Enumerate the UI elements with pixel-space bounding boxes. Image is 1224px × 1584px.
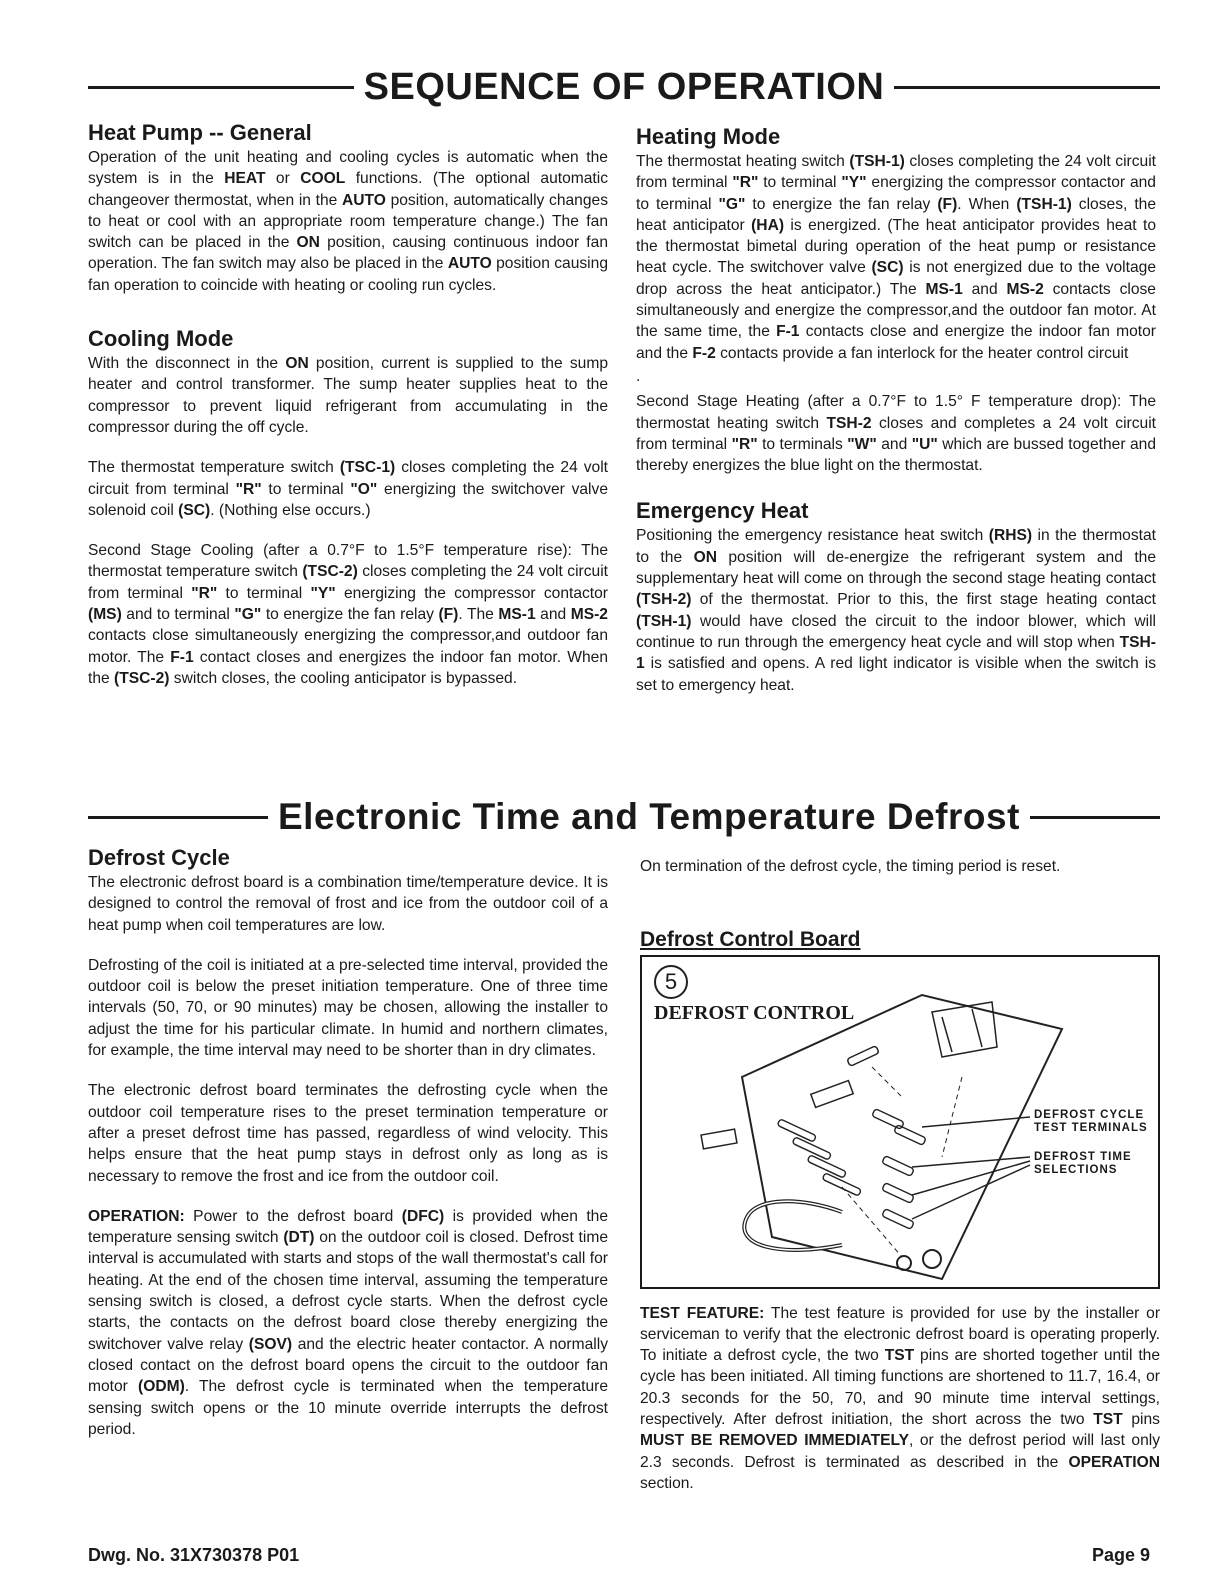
callout-time-selections: DEFROST TIME SELECTIONS <box>1034 1150 1132 1176</box>
drawing-number: Dwg. No. 31X730378 P01 <box>88 1545 300 1565</box>
circuit-board-outline <box>742 995 1062 1279</box>
defrost-cycle-paragraph-2: Defrosting of the coil is initiated at a pre-selected time interval, provided the outdoor coil is below the preset initiation temperature. One of three time intervals (50, 70, or 90 minutes) may be chosen, allowing the installer to adjust the time for his particular climate. In humid and northern climates, for example, the time interval may need to be shorter than in dry climates. <box>88 956 608 1060</box>
heading-rule-left <box>88 816 268 819</box>
left-column-defrost <box>88 845 608 1459</box>
resistor-array <box>777 1118 861 1195</box>
cooling-mode-paragraph-3: Second Stage Cooling (after a 0.7°F to 1.5°F temperature rise): The thermostat temperature switch (TSC-2) closes completing the 24 volt circuit from terminal "R" to terminal "Y" energizing the compressor contactor (MS) and to terminal "G" to energize the fan relay (F). The MS-1 and MS-2 contacts close simultaneously energizing the compressor,and outdoor fan motor. The F-1 contact closes and energizes the indoor fan motor. When the (TSC-2) switch closes, the cooling anticipator is bypassed. <box>88 542 608 687</box>
defrost-cycle-heading: Defrost Cycle <box>88 845 230 870</box>
defrost-cycle-paragraph-3: The electronic defrost board terminates the defrosting cycle when the outdoor coil temperature rises to the preset termination temperature or after a preset defrost time has passed, regardless of wind velocity. This helps ensure that the heat pump stays in defrost only as long as is necessary to remove the frost and ice from the outdoor coil. <box>88 1082 608 1185</box>
figure-number: 5 <box>654 965 688 999</box>
cooling-mode-heading: Cooling Mode <box>88 326 234 352</box>
component-relay <box>847 1045 879 1066</box>
cooling-mode-paragraph-1: With the disconnect in the ON position, current is supplied to the sump heater and control transformer. The sump heater supplies heat to the compressor to prevent liquid refrigerant from accumulating in the compressor during the off cycle. <box>88 355 608 436</box>
emergency-heat-paragraph: Positioning the emergency resistance heat switch (RHS) in the thermostat to the ON position will de-energize the refrigerant system and the supplementary heat will come on through the second stage heating contact (TSH-2) of the thermostat. Prior to this, the first stage heating contact (TSH-1) would have closed the circuit to the indoor blower, which will continue to run through the emergency heat cycle and will stop when TSH-1 is satisfied and opens. A red light indicator is visible when the switch is set to emergency heat. <box>636 527 1156 694</box>
defrost-control-board-heading: Defrost Control Board <box>640 928 861 952</box>
page-number: Page 9 <box>1092 1545 1151 1565</box>
left-column-operation <box>88 120 608 708</box>
heat-pump-general-heading: Heat Pump -- General <box>88 120 312 145</box>
heading-rule-right <box>1030 816 1160 819</box>
defrost-section-heading <box>88 796 1160 838</box>
section-title: Electronic Time and Temperature Defrost <box>278 796 1020 837</box>
callout-test-terminals: DEFROST CYCLE TEST TERMINALS <box>1034 1108 1148 1134</box>
heating-mode-paragraph-1: The thermostat heating switch (TSH-1) closes completing the 24 volt circuit from terminal "R" to terminal "Y" energizing the compressor contactor and to terminal "G" to energize the fan relay (F). When (TSH-1) closes, the heat anticipator (HA) is energized. (The heat anticipator provides heat to the thermostat bimetal during operation of the heat pump or resistance heat cycle. The switchover valve (SC) is not energized due to the voltage drop across the heat anticipator.) The MS-1 and MS-2 contacts close simultaneously and energize the compressor,and the outdoor fan motor. At the same time, the F-1 contacts close and energize the indoor fan motor and the F-2 contacts provide a fan interlock for the heater control circuit <box>636 153 1156 362</box>
mounting-hole <box>897 1256 911 1270</box>
callout-leader-time-c <box>912 1165 1030 1219</box>
right-column-operation <box>636 124 1156 715</box>
heading-rule-right <box>894 86 1160 89</box>
operation-paragraph: OPERATION: Power to the defrost board (DFC) is provided when the temperature sensing switch (DT) on the outdoor coil is closed. Defrost time interval is accumulated with starts and stops of the wall thermostat's call for heating. At the end of the chosen time interval, assuming the temperature sensing switch is closed, a defrost cycle starts. When the defrost cycle starts, the contacts on the defrost board close thereby energizing the switchover valve relay (SOV) and the electric heater contactor. A normally closed contact on the defrost board opens the circuit to the outdoor fan motor (ODM). The defrost cycle is terminated when the temperature sensing switch opens or the 10 minute override interrupts the defrost period. <box>88 1207 608 1438</box>
cooling-mode-paragraph-2: The thermostat temperature switch (TSC-1) closes completing the 24 volt circuit from terminal "R" to terminal "O" energizing the switchover valve solenoid coil (SC). (Nothing else occurs.) <box>88 459 608 519</box>
figure-title: DEFROST CONTROL <box>654 1001 855 1024</box>
heading-rule-left <box>88 86 354 89</box>
emergency-heat-heading: Emergency Heat <box>636 498 809 524</box>
test-feature-paragraph: TEST FEATURE: The test feature is provided for use by the installer or serviceman to verify that the electronic defrost board is operating properly. To initiate a defrost cycle, the two TST pins are shorted together until the cycle has been initiated. All timing functions are shortened to 11.7, 16.4, or 20.3 seconds for the 50, 70, and 90 minute time interval settings, respectively. After defrost initiation, the short across the two TST pins MUST BE REMOVED IMMEDIATELY, or the defrost period will last only 2.3 seconds. Defrost is terminated as described in the OPERATION section. <box>640 1304 1161 1492</box>
defrost-control-figure <box>640 955 1160 1289</box>
component-capacitor <box>811 1080 853 1107</box>
heating-mode-paragraph-2: Second Stage Heating (after a 0.7°F to 1.5° F temperature drop): The thermostat heating switch TSH-2 closes and completes a 24 volt circuit from terminal "R" to terminals "W" and "U" which are bussed together and thereby energizes the blue light on the thermostat. <box>636 393 1156 475</box>
callout-leader-test <box>922 1117 1030 1127</box>
heat-pump-general-paragraph: Operation of the unit heating and cooling cycles is automatic when the system is in the HEAT or COOL functions. (The optional automatic changeover thermostat, when in the AUTO position, automatically changes to heat or cool with an appropriate room temperature change.) The fan switch can be placed in the ON position, causing continuous indoor fan operation. The fan switch may also be placed in the AUTO position causing fan operation to coincide with heating or cooling run cycles. <box>88 149 609 294</box>
section-title: SEQUENCE OF OPERATION <box>363 66 885 108</box>
test-pins <box>872 1108 926 1229</box>
stray-dot: . <box>636 367 641 385</box>
heating-mode-heading: Heating Mode <box>636 124 781 149</box>
termination-paragraph: On termination of the defrost cycle, the timing period is reset. <box>640 858 1061 875</box>
defrost-cycle-paragraph-1: The electronic defrost board is a combination time/temperature device. It is designed to control the removal of frost and ice from the outdoor coil of a heat pump when coil temperatures are low. <box>88 874 608 934</box>
right-column-defrost <box>640 856 1160 1513</box>
sequence-of-operation-heading <box>88 66 1160 109</box>
board-connector-tab <box>701 1129 737 1149</box>
